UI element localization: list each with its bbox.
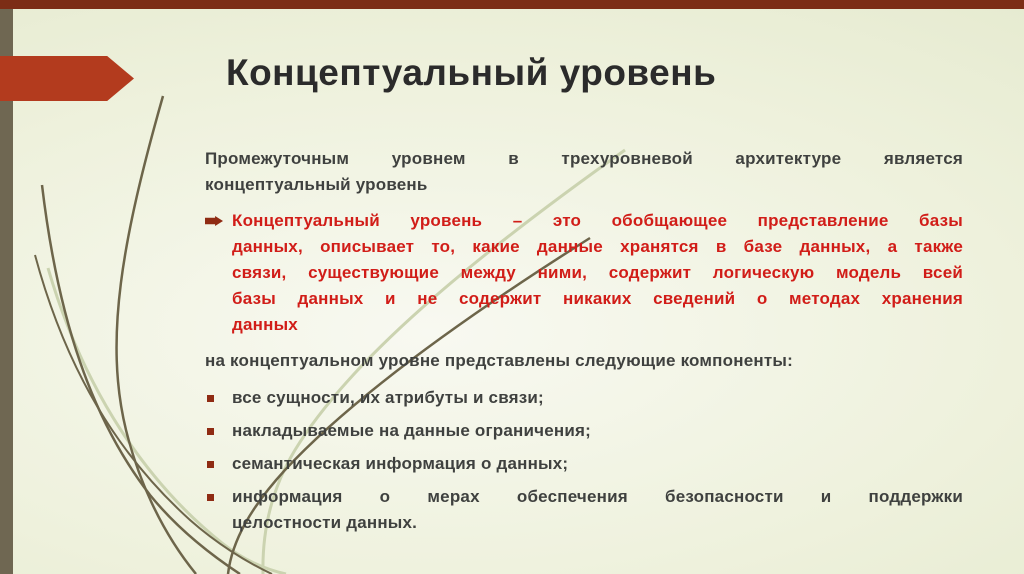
components-intro: на концептуальном уровне представлены следующие компоненты: bbox=[205, 351, 793, 370]
arrow-right-bullet-icon bbox=[205, 216, 223, 226]
slide-title: Концептуальный уровень bbox=[226, 52, 717, 93]
square-bullet-icon bbox=[207, 461, 214, 468]
components-list bbox=[205, 385, 963, 536]
title-arrow-icon bbox=[0, 56, 134, 101]
list-item-text: накладываемые на данные ограничения; bbox=[232, 421, 591, 440]
list-item bbox=[205, 484, 963, 536]
list-item-text: все сущности, их атрибуты и связи; bbox=[232, 388, 544, 407]
definition-item bbox=[205, 208, 963, 338]
square-bullet-icon bbox=[207, 428, 214, 435]
list-item bbox=[205, 385, 963, 411]
definition-text: Концептуальный уровень – это обобщающее представление базы данных, описывает то, какие данные хранятся в базе данных, а также связи, существующие между ними, содержит логическую модель всей базы данных и не содержит никаких сведений о методах хранения данных bbox=[232, 211, 963, 334]
slide-body bbox=[205, 146, 963, 543]
square-bullet-icon bbox=[207, 494, 214, 501]
list-item bbox=[205, 451, 963, 477]
list-item-text: семантическая информация о данных; bbox=[232, 454, 569, 473]
top-accent-bar bbox=[0, 0, 1024, 9]
list-item bbox=[205, 418, 963, 444]
list-item-text: информация о мерах обеспечения безопасности и поддержки целостности данных. bbox=[232, 487, 963, 532]
square-bullet-icon bbox=[207, 395, 214, 402]
intro-paragraph: Промежуточным уровнем в трехуровневой архитектуре является концептуальный уровень bbox=[205, 149, 963, 194]
